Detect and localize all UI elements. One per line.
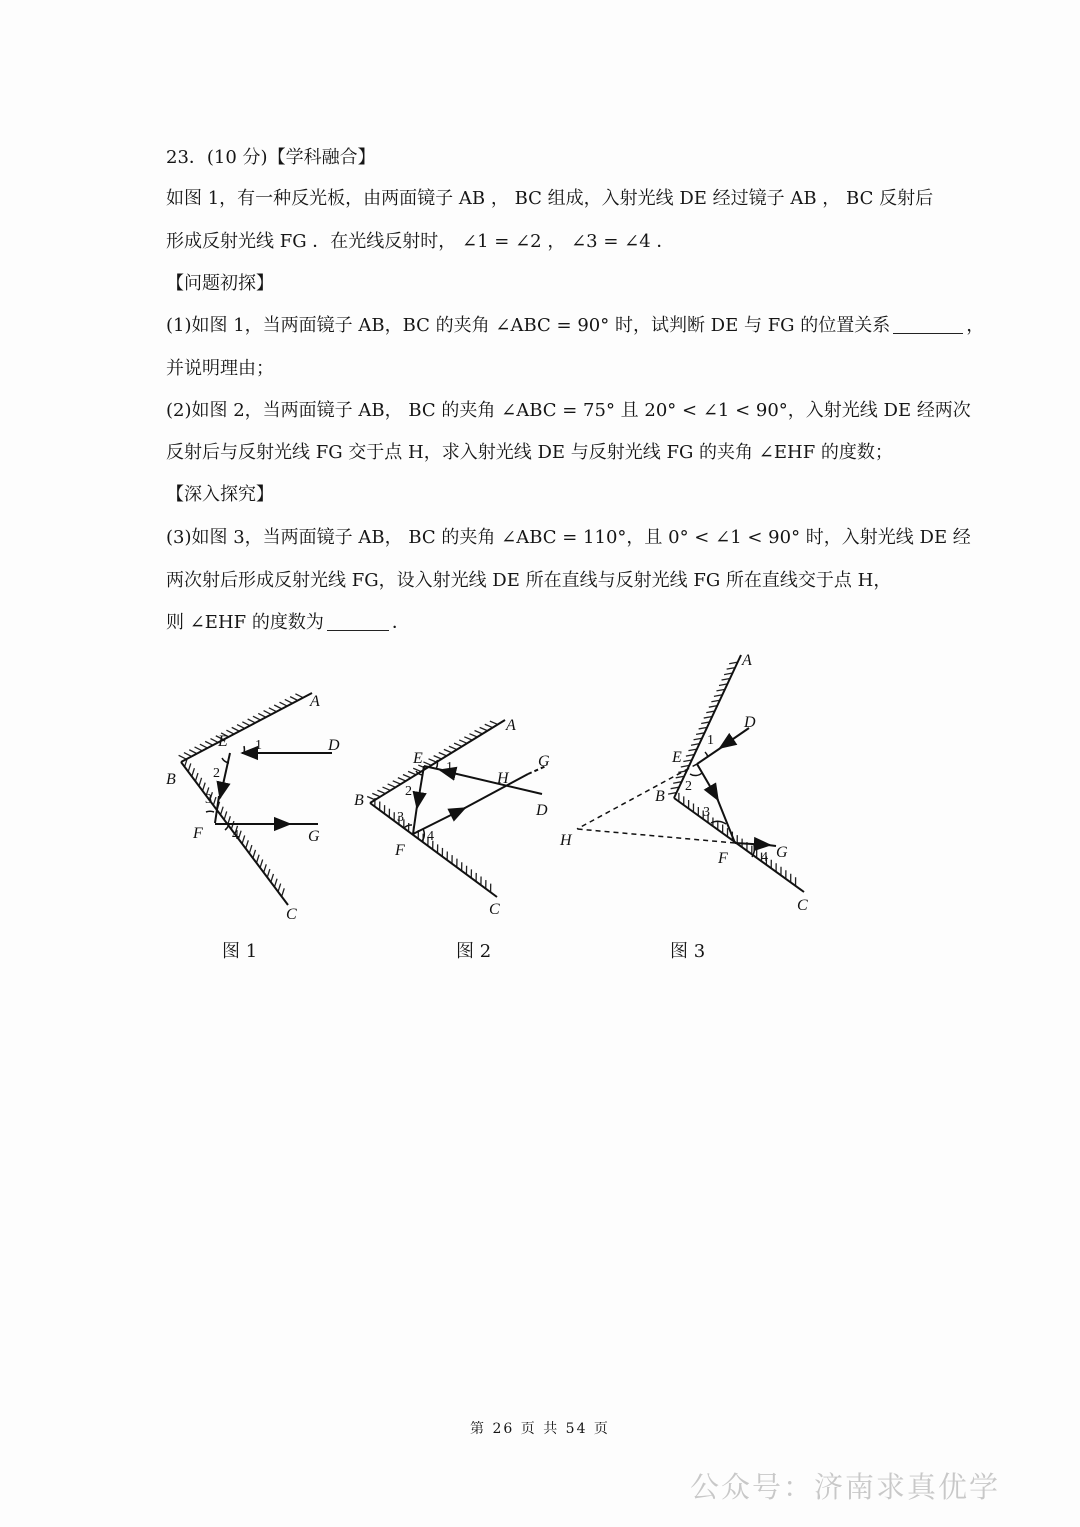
fig1-label-c: C [286,906,297,923]
question-2-line-1: (2)如图 2，当两面镜子 AB， BC 的夹角 ∠ABC = 75° 且 20° < ∠1 < 90°，入射光线 DE 经两次 [166,400,971,421]
fig3-label-h: H [560,832,572,849]
hatch-mark [475,731,483,734]
hatch-mark [295,694,303,698]
hatch-mark [267,869,270,877]
fig1-num-4: 4 [232,828,239,843]
hatch-mark [464,737,472,740]
hatch-mark [480,727,488,730]
hatch-mark [388,784,396,787]
hatch-mark [413,768,421,771]
fig1-num-3: 3 [205,792,212,807]
fig2-ray-fg-rest [463,774,528,809]
hatch-mark [189,750,197,754]
hatch-mark [490,721,498,724]
fig2-mirror-bc [370,803,497,897]
intro-line-2: 形成反射光线 FG ．在光线反射时， ∠1 = ∠2 ， ∠3 = ∠4 ． [166,231,675,252]
fig2-label-a: A [506,717,516,734]
hatch-mark [264,711,272,715]
hatch-mark [203,783,206,791]
fig1-label-b: B [166,771,176,788]
fig3-label-b: B [655,788,665,805]
hatch-mark [282,888,285,896]
fig2-label-b: B [354,792,364,809]
fig3-num-1: 1 [707,733,714,748]
fig3-ray-fg-rest [768,845,776,846]
problem-header: 23．(10 分)【学科融合】 [166,147,376,168]
hatch-mark [242,722,250,726]
fig1-mirror-ab [181,693,312,762]
hatch-mark [278,884,281,892]
hatch-mark [383,787,391,790]
section-heading-explore: 【问题初探】 [166,273,274,294]
fig2-num-2: 2 [405,784,412,799]
question-2-line-2: 反射后与反射光线 FG 交于点 H，求入射光线 DE 与反射光线 FG 的夹角 ∠EHF 的度数； [166,442,893,463]
intro-line-1: 如图 1，有一种反光板，由两面镜子 AB ， BC 组成，入射光线 DE 经过镜子 AB ， BC 反射后 [166,188,934,209]
hatch-mark [403,775,411,778]
hatch-mark [449,746,457,749]
question-3-line-2: 两次射后形成反射光线 FG，设入射光线 DE 所在直线与反射光线 FG 所在直线交于点 H， [166,570,892,591]
hatch-mark [423,762,431,765]
figure-1-caption: 图 1 [222,941,258,962]
hatch-mark [274,705,282,709]
hatch-mark [429,759,437,762]
hatch-mark [258,713,266,717]
figure-1 [181,693,332,905]
section-heading-deep: 【深入探究】 [166,484,274,505]
hatch-mark [242,835,245,843]
hatch-mark [372,793,380,796]
hatch-mark [192,768,195,776]
hatch-mark [274,879,277,887]
hatch-mark [444,749,452,752]
fig1-angle-3-arc [206,811,214,812]
hatch-mark [188,763,191,771]
question-3-line-1: (3)如图 3，当两面镜子 AB， BC 的夹角 ∠ABC = 110°，且 0° < ∠1 < 90° 时，入射光线 DE 经 [166,527,971,548]
question-3-punct: ． [391,612,410,633]
fig1-label-a: A [310,693,320,710]
hatch-mark [248,719,256,723]
hatch-mark [285,699,293,703]
hatch-mark [224,811,227,819]
question-1-text: (1)如图 1，当两面镜子 AB，BC 的夹角 ∠ABC = 90° 时，试判断 DE 与 FG 的位置关系 [166,315,891,336]
hatch-mark [398,778,406,781]
hatch-mark [210,739,218,743]
fig3-ray-de [720,728,749,748]
hatch-mark [434,756,442,759]
fig3-label-d: D [744,714,756,731]
fig3-mirror-ab [674,655,741,798]
fig2-label-h: H [497,770,509,787]
fig3-ray-de-rest [697,747,722,764]
fig2-ray-ef-rest [413,806,417,834]
watermark: 公众号：济南求真优学 [690,1470,1001,1504]
hatch-mark [408,771,416,774]
hatch-mark [256,855,259,863]
hatch-mark [253,716,261,720]
fig2-num-1: 1 [446,760,453,775]
fig3-label-e: E [672,749,682,766]
fig2-label-g: G [538,753,550,770]
fig2-num-4: 4 [427,829,434,844]
hatch-mark [200,744,208,748]
fig3-label-f: F [718,850,728,867]
hatch-mark [459,740,467,743]
hatch-mark [469,734,477,737]
hatch-mark [279,702,287,706]
hatch-mark [221,807,224,815]
fig3-label-c: C [797,897,808,914]
fig1-label-e: E [218,733,228,750]
fig3-angle-2-arc [690,773,702,776]
mirror-hatching [179,662,796,896]
hatch-mark [271,874,274,882]
fig3-label-a: A [742,652,752,669]
hatch-mark [454,743,462,746]
question-3-text: 则 ∠EHF 的度数为 [166,612,324,633]
hatch-mark [253,850,256,858]
figure-3-caption: 图 3 [670,941,706,962]
fig3-angle-1-arc [705,752,708,757]
fig3-label-g: G [776,844,788,861]
hatch-mark [213,797,216,805]
hatch-mark [199,778,202,786]
hatch-mark [195,773,198,781]
fig3-ray-ef [697,764,718,800]
hatch-mark [264,864,267,872]
hatch-mark [260,859,263,867]
fig1-num-2: 2 [213,766,220,781]
fig1-label-d: D [328,737,340,754]
hatch-mark [269,708,277,712]
fig1-label-f: F [193,825,203,842]
hatch-mark [237,725,245,729]
fig2-num-3: 3 [397,810,404,825]
hatch-mark [249,845,252,853]
fig3-num-2: 2 [685,779,692,794]
hatch-mark [367,797,375,800]
figure-2 [370,720,546,897]
page-footer: 第 26 页 共 54 页 [470,1421,610,1437]
fig2-label-e: E [413,750,423,767]
hatch-mark [393,781,401,784]
fig2-label-c: C [489,901,500,918]
hatch-mark [205,741,213,745]
fig3-dashed-fg-extension [577,829,735,843]
fig1-num-1: 1 [255,738,262,753]
fig2-label-d: D [536,802,548,819]
figure-3 [577,655,804,892]
figure-2-caption: 图 2 [456,941,492,962]
hatch-mark [179,755,187,759]
hatch-mark [184,753,192,757]
hatch-mark [290,697,298,701]
fig3-num-4: 4 [761,850,768,865]
hatch-mark [439,753,447,756]
hatch-mark [195,747,203,751]
fig2-label-f: F [395,842,405,859]
fig1-label-g: G [308,828,320,845]
fig2-ray-fg [413,808,465,834]
fig3-num-3: 3 [703,805,710,820]
hatch-mark [232,727,240,731]
question-1-punct: ， [966,315,985,336]
hatch-mark [377,790,385,793]
question-1-line-2: 并说明理由； [166,358,274,379]
hatch-mark [485,724,493,727]
fig1-ray-ef [220,753,230,798]
hatch-mark [246,840,249,848]
